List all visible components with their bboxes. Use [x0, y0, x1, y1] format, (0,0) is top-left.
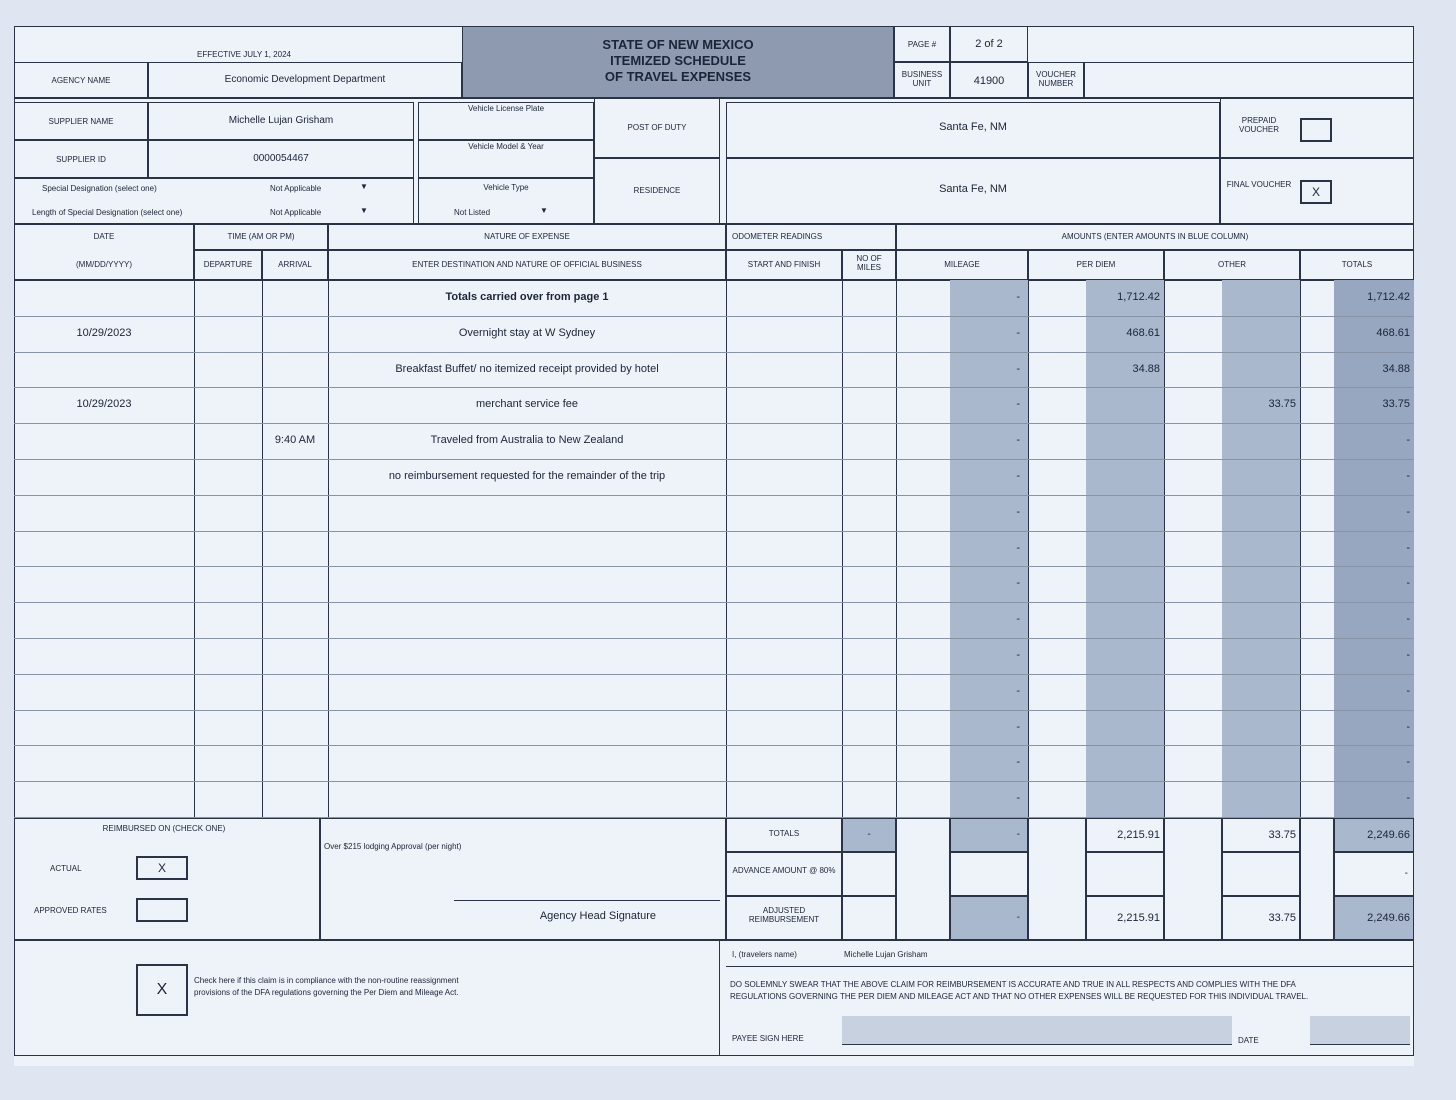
nature-header: NATURE OF EXPENSE	[484, 232, 570, 241]
row-mileage[interactable]: -	[1016, 291, 1020, 303]
row-separator	[14, 531, 1414, 532]
supplier-label: SUPPLIER NAME	[48, 117, 114, 126]
row-mileage[interactable]: -	[1016, 613, 1020, 625]
residence-value: Santa Fe, NM	[939, 183, 1007, 195]
row-per-diem[interactable]: 34.88	[1132, 363, 1160, 375]
date-subheader: (MM/DD/YYYY)	[76, 260, 132, 269]
voucher-label: VOUCHER NUMBER	[1035, 70, 1076, 88]
agency-value: Economic Development Department	[224, 74, 386, 85]
row-total[interactable]: -	[1406, 721, 1410, 733]
row-separator	[14, 387, 1414, 388]
row-total[interactable]: -	[1406, 434, 1410, 446]
adjusted-per-diem: 2,215.91	[1117, 912, 1160, 924]
divider	[194, 280, 195, 818]
row-separator	[14, 638, 1414, 639]
advance-other-cell	[1222, 852, 1300, 896]
odometer-header: ODOMETER READINGS	[732, 232, 823, 241]
final-checkbox[interactable]: X	[1300, 180, 1332, 204]
row-other[interactable]: 33.75	[1268, 398, 1296, 410]
row-mileage[interactable]: -	[1016, 685, 1020, 697]
row-mileage[interactable]: -	[1016, 470, 1020, 482]
agency-signature-label: Agency Head Signature	[539, 910, 656, 922]
other-header: OTHER	[1218, 260, 1246, 269]
row-separator	[14, 316, 1414, 317]
compliance-text-1: Check here if this claim is in compliance with the non-routine reassignment	[194, 976, 459, 985]
agency-label: AGENCY NAME	[51, 76, 111, 85]
row-per-diem[interactable]: 1,712.42	[1117, 291, 1160, 303]
divider	[896, 280, 897, 818]
totals-total: 2,249.66	[1367, 829, 1410, 841]
row-mileage[interactable]: -	[1016, 542, 1020, 554]
row-separator	[14, 423, 1414, 424]
adjusted-mileage: -	[1016, 912, 1020, 923]
row-total[interactable]: -	[1406, 542, 1410, 554]
detail-body-frame	[14, 280, 1414, 818]
row-total[interactable]: -	[1406, 685, 1410, 697]
row-separator	[14, 495, 1414, 496]
approved-rates-label: APPROVED RATES	[34, 906, 107, 915]
row-total[interactable]: 1,712.42	[1367, 291, 1410, 303]
final-label: FINAL VOUCHER	[1226, 180, 1292, 189]
amounts-header: AMOUNTS (ENTER AMOUNTS IN BLUE COLUMN)	[1061, 232, 1249, 241]
row-mileage[interactable]: -	[1016, 434, 1020, 446]
model-label: Vehicle Model & Year	[468, 142, 544, 151]
supplier-value: Michelle Lujan Grisham	[228, 115, 334, 126]
row-separator	[14, 710, 1414, 711]
compliance-text-2: provisions of the DFA regulations governing the Per Diem and Mileage Act.	[194, 988, 459, 997]
length-designation-select[interactable]: Not Applicable	[270, 208, 322, 217]
page-label: PAGE #	[907, 40, 937, 49]
oath-line-1: DO SOLEMNLY SWEAR THAT THE ABOVE CLAIM FOR REIMBURSEMENT IS ACCURATE AND TRUE IN ALL RESPECTS AND COMPLIES WITH THE DFA	[730, 980, 1296, 989]
row-mileage[interactable]: -	[1016, 721, 1020, 733]
approved-rates-checkbox[interactable]	[136, 898, 188, 922]
supplier-id-value: 0000054467	[253, 153, 309, 164]
actual-label: ACTUAL	[50, 864, 82, 873]
row-total[interactable]: 33.75	[1382, 398, 1410, 410]
bu-label: BUSINESS UNIT	[901, 70, 943, 88]
vehicle-type-label: Vehicle Type	[483, 183, 529, 192]
adjusted-miles-cell	[842, 896, 896, 940]
departure-header: DEPARTURE	[203, 260, 253, 269]
actual-checkbox[interactable]: X	[136, 856, 188, 880]
form-title-line2: ITEMIZED SCHEDULE	[610, 53, 746, 68]
row-mileage[interactable]: -	[1016, 327, 1020, 339]
advance-per-diem-cell	[1086, 852, 1164, 896]
row-mileage[interactable]: -	[1016, 398, 1020, 410]
special-designation-chevron-icon[interactable]: ▼	[360, 182, 368, 191]
other-entry-column	[1222, 280, 1300, 818]
payee-signature-field[interactable]	[842, 1016, 1232, 1045]
row-mileage[interactable]: -	[1016, 506, 1020, 518]
row-total[interactable]: -	[1406, 506, 1410, 518]
travel-expense-form	[14, 26, 1414, 1066]
totals-header: TOTALS	[1341, 260, 1373, 269]
advance-miles-cell	[842, 852, 896, 896]
adjusted-label: ADJUSTED REIMBURSEMENT	[748, 906, 820, 924]
row-nature[interactable]: Totals carried over from page 1	[445, 291, 609, 303]
payee-date-field[interactable]	[1310, 1016, 1410, 1045]
row-separator	[14, 566, 1414, 567]
oath-divider	[726, 966, 1414, 967]
row-separator	[14, 602, 1414, 603]
miles-header: NO OF MILES	[856, 254, 882, 272]
bu-value: 41900	[973, 75, 1005, 87]
row-separator	[14, 781, 1414, 782]
advance-mileage-cell	[950, 852, 1028, 896]
post-value: Santa Fe, NM	[939, 121, 1007, 133]
date-label: DATE	[1238, 1036, 1259, 1045]
adjusted-other: 33.75	[1268, 912, 1296, 924]
totals-other: 33.75	[1268, 829, 1296, 841]
totals-gap-cell	[1300, 818, 1334, 940]
start-finish-header: START AND FINISH	[747, 260, 821, 269]
divider	[262, 280, 263, 818]
mileage-header: MILEAGE	[944, 260, 980, 269]
vehicle-type-chevron-icon[interactable]: ▼	[540, 206, 548, 215]
traveler-name-value: Michelle Lujan Grisham	[844, 950, 928, 959]
row-arrival-time[interactable]: 9:40 AM	[274, 434, 316, 446]
prepaid-label: PREPAID VOUCHER	[1238, 116, 1279, 134]
row-nature[interactable]: Overnight stay at W Sydney	[458, 327, 596, 339]
voucher-value-cell[interactable]	[1084, 62, 1414, 98]
totals-label: TOTALS	[768, 829, 800, 838]
compliance-checkbox[interactable]: X	[136, 964, 188, 1016]
mileage-gap-cell	[896, 818, 950, 940]
row-total[interactable]: -	[1406, 613, 1410, 625]
form-note-2: EFFECTIVE JULY 1, 2024	[197, 50, 291, 59]
divider	[1164, 280, 1165, 818]
per-diem-gap-cell	[1028, 818, 1086, 940]
totals-mileage: -	[1016, 829, 1020, 840]
adjusted-total: 2,249.66	[1367, 912, 1410, 924]
supplier-id-label: SUPPLIER ID	[56, 155, 106, 164]
oath-line-2: REGULATIONS GOVERNING THE PER DIEM AND MILEAGE ACT AND THAT NO OTHER EXPENSES WILL BE REQUESTED FOR THIS INDIVIDUAL TRAVEL.	[730, 992, 1309, 1001]
row-date[interactable]: 10/29/2023	[76, 398, 132, 410]
row-date[interactable]: 10/29/2023	[76, 327, 132, 339]
divider	[1028, 280, 1029, 818]
form-title-line1: STATE OF NEW MEXICO	[602, 37, 754, 52]
row-total[interactable]: -	[1406, 792, 1410, 804]
row-total[interactable]: -	[1406, 649, 1410, 661]
residence-label: RESIDENCE	[633, 186, 681, 195]
lodging-approval-note: Over $215 lodging Approval (per night)	[324, 842, 462, 851]
agency-signature-line[interactable]	[454, 900, 720, 901]
row-total[interactable]: -	[1406, 577, 1410, 589]
row-mileage[interactable]: -	[1016, 363, 1020, 375]
row-total[interactable]: 34.88	[1382, 363, 1410, 375]
row-nature[interactable]: Breakfast Buffet/ no itemized receipt provided by hotel	[395, 363, 659, 375]
traveler-name-label: I, (travelers name)	[732, 950, 797, 959]
other-gap-cell	[1164, 818, 1222, 940]
vehicle-type-select[interactable]: Not Listed	[454, 208, 491, 217]
nature-subheader: ENTER DESTINATION AND NATURE OF OFFICIAL BUSINESS	[412, 260, 642, 269]
row-total[interactable]: -	[1406, 756, 1410, 768]
row-separator	[14, 352, 1414, 353]
row-separator	[14, 459, 1414, 460]
divider	[842, 280, 843, 818]
page-value: 2 of 2	[975, 38, 1003, 50]
row-separator	[14, 817, 1414, 818]
per-diem-entry-column	[1086, 280, 1164, 818]
reimbursed-title: REIMBURSED ON (CHECK ONE)	[102, 824, 226, 833]
date-header: DATE	[93, 232, 115, 241]
row-mileage[interactable]: -	[1016, 756, 1020, 768]
row-mileage[interactable]: -	[1016, 792, 1020, 804]
per-diem-header: PER DIEM	[1076, 260, 1116, 269]
divider	[328, 280, 329, 818]
row-mileage[interactable]: -	[1016, 577, 1020, 589]
post-label: POST OF DUTY	[627, 123, 687, 132]
row-nature[interactable]: Traveled from Australia to New Zealand	[430, 434, 624, 446]
arrival-header: ARRIVAL	[278, 260, 312, 269]
time-header: TIME (AM OR PM)	[227, 232, 295, 241]
payee-sign-label: PAYEE SIGN HERE	[732, 1034, 804, 1043]
special-designation-select[interactable]: Not Applicable	[270, 184, 322, 193]
row-separator	[14, 745, 1414, 746]
advance-label: ADVANCE AMOUNT @ 80%	[732, 866, 836, 875]
compliance-cell	[14, 940, 720, 1056]
length-designation-chevron-icon[interactable]: ▼	[360, 206, 368, 215]
row-nature[interactable]: no reimbursement requested for the remainder of the trip	[388, 470, 666, 482]
row-per-diem[interactable]: 468.61	[1126, 327, 1160, 339]
plate-label: Vehicle License Plate	[467, 104, 545, 113]
row-separator	[14, 674, 1414, 675]
totals-per-diem: 2,215.91	[1117, 829, 1160, 841]
advance-total: -	[1404, 868, 1408, 879]
length-designation-label: Length of Special Designation (select one)	[32, 208, 183, 217]
special-designation-label: Special Designation (select one)	[42, 184, 157, 193]
prepaid-checkbox[interactable]	[1300, 118, 1332, 142]
divider	[726, 280, 727, 818]
row-total[interactable]: 468.61	[1376, 327, 1410, 339]
totals-miles: -	[867, 829, 871, 840]
row-nature[interactable]: merchant service fee	[475, 398, 579, 410]
row-mileage[interactable]: -	[1016, 649, 1020, 661]
row-total[interactable]: -	[1406, 470, 1410, 482]
divider	[1300, 280, 1301, 818]
form-title-line3: OF TRAVEL EXPENSES	[604, 69, 752, 84]
